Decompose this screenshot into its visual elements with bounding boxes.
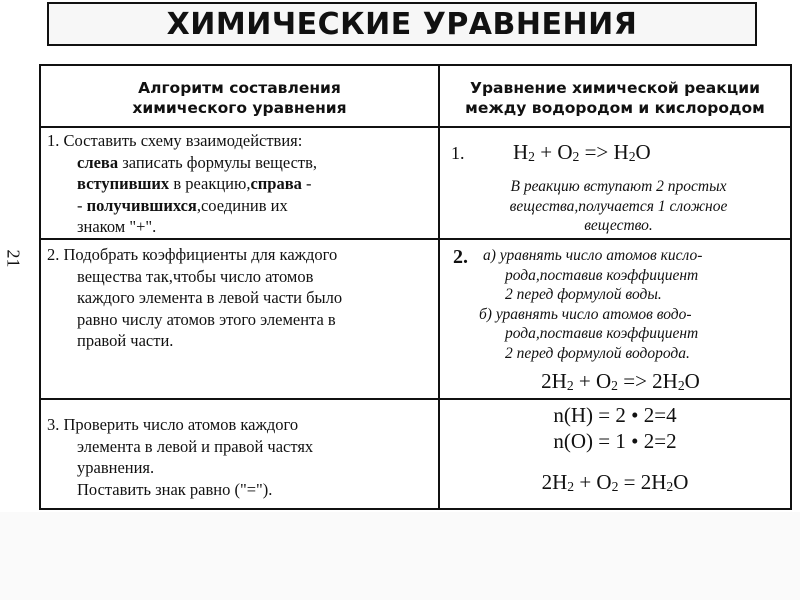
subscript: 2	[628, 149, 636, 164]
formula-part: + O	[573, 369, 612, 393]
subscript: 2	[566, 378, 574, 393]
step-1-equation-cell	[451, 140, 786, 236]
subscript: 2	[666, 479, 674, 494]
instruction-line: б) уравнять число атомов водо-	[479, 305, 692, 323]
formula-part: 2H	[541, 470, 568, 494]
formula-part: O	[635, 140, 651, 164]
formula-part: => 2H	[617, 369, 678, 393]
header-left-line: Алгоритм составления	[138, 79, 341, 97]
formula-part: O	[673, 470, 689, 494]
formula-part: + O	[574, 470, 612, 494]
subscript: 2	[611, 479, 619, 494]
row-divider-2	[41, 398, 790, 400]
step-3-line: уравнения.	[77, 458, 155, 477]
row-divider-1	[41, 238, 790, 240]
header-right-line: между водородом и кислородом	[465, 99, 765, 117]
step-2-line: каждого элемента в левой части было	[77, 288, 343, 307]
subscript: 2	[528, 149, 535, 164]
hydrogen-atom-count: n(H) = 2 • 2=4	[553, 403, 677, 427]
bold-term: справа	[250, 174, 302, 193]
note-line: вещества,получается 1 сложное	[509, 197, 728, 215]
instruction-line: 2 перед формулой водорода.	[505, 344, 690, 362]
step-1-text	[47, 130, 437, 238]
step-2-line: правой части.	[77, 331, 174, 350]
step-1-line	[47, 152, 437, 174]
step-2-text	[47, 244, 437, 352]
bold-term: получившихся	[86, 195, 197, 215]
formula-part: + O	[535, 140, 573, 164]
instruction-a	[453, 246, 788, 305]
subscript: 2	[677, 378, 685, 393]
instruction-b	[453, 305, 788, 364]
formula-part: => H	[579, 140, 629, 164]
step-3-line: Поставить знак равно ("=").	[77, 479, 273, 499]
equation-scheme	[451, 140, 786, 165]
algorithm-table	[39, 64, 792, 510]
step-1-line: 1. Составить схему взаимодействия:	[47, 131, 303, 150]
instruction-line: а) уравнять число атомов кисло-	[483, 247, 703, 264]
instruction-line: рода,поставив коэффициент	[505, 325, 699, 342]
step-1-line	[47, 173, 437, 195]
step-3-line: 3. Проверить число атомов каждого	[47, 415, 299, 434]
title-box	[47, 2, 757, 46]
header-left-line: химического уравнения	[132, 99, 347, 117]
step-1-note	[451, 177, 786, 236]
page-footer-area	[0, 512, 800, 600]
step-2-instructions	[453, 246, 788, 363]
step-1-line	[47, 195, 437, 217]
step-2-line: 2. Подобрать коэффициенты для каждого	[47, 245, 338, 264]
text-span: -	[301, 174, 312, 193]
subscript: 2	[572, 149, 580, 164]
row-divider-header	[41, 126, 790, 128]
formula-part: O	[684, 369, 700, 393]
subscript: 2	[567, 479, 575, 494]
step-number: 1.	[451, 143, 465, 163]
step-2-equation-cell	[453, 246, 788, 394]
text-span: ,соединив их	[196, 195, 288, 215]
step-3-text	[47, 414, 437, 500]
step-2-line: вещества так,чтобы число атомов	[77, 266, 314, 286]
bold-term: слева	[77, 152, 119, 172]
balanced-equation-step-2	[453, 369, 788, 394]
note-line: В реакцию вступают 2 простых	[510, 178, 727, 195]
note-line: вещество.	[584, 217, 653, 234]
bold-term: вступивших	[77, 174, 170, 193]
header-right-line: Уравнение химической реакции	[470, 79, 760, 97]
final-equation	[440, 470, 790, 495]
text-span: -	[77, 195, 87, 215]
header-right	[440, 78, 790, 118]
step-2-line: равно числу атомов этого элемента в	[77, 309, 336, 329]
page-title: ХИМИЧЕСКИЕ УРАВНЕНИЯ	[166, 6, 638, 42]
text-span: в реакцию,	[169, 174, 251, 193]
page-number: 21	[3, 249, 24, 268]
step-3-equation-cell	[440, 402, 790, 495]
subscript: 2	[611, 378, 618, 393]
text-span: записать формулы веществ,	[118, 152, 318, 172]
oxygen-atom-count: n(O) = 1 • 2=2	[553, 429, 677, 453]
instruction-line: 2 перед формулой воды.	[505, 286, 662, 303]
formula-part: = 2H	[618, 470, 667, 494]
header-left	[41, 78, 438, 118]
step-number: 2.	[453, 246, 468, 268]
formula-part: H	[513, 140, 529, 164]
instruction-line: рода,поставив коэффициент	[505, 266, 699, 284]
formula-part: 2H	[541, 369, 567, 393]
step-1-line: знаком "+".	[77, 217, 157, 236]
step-3-line: элемента в левой и правой частях	[77, 436, 314, 456]
